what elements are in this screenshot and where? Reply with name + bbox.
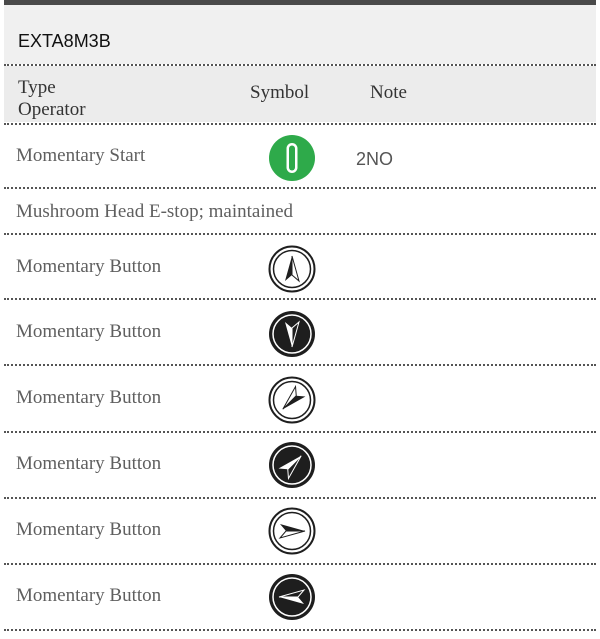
arrow-left-filled-icon [268,573,316,621]
divider [4,123,596,125]
table-header [4,66,596,122]
divider [4,364,596,366]
row-label: Momentary Button [16,453,162,474]
row-label: Momentary Button [16,519,162,540]
header-type: Type [18,77,56,98]
divider [4,233,596,235]
header-operator: Operator [18,99,86,120]
header-symbol: Symbol [250,82,310,103]
row-note: 2NO [356,149,394,169]
title-band [4,5,596,64]
row-label: Momentary Button [16,256,162,277]
divider [4,497,596,499]
arrow-down-left-outline-icon [268,376,316,424]
row-label: Momentary Start [16,145,146,166]
row-label: Mushroom Head E-stop; maintained [16,201,294,222]
row-label: Momentary Button [16,387,162,408]
arrow-down-filled-icon [268,310,316,358]
arrow-up-outline-icon [268,245,316,293]
divider [4,298,596,300]
divider [4,629,596,631]
divider [4,563,596,565]
row-label: Momentary Button [16,585,162,606]
divider [4,431,596,433]
green-start-icon [268,134,316,182]
divider [4,187,596,189]
arrow-right-outline-icon [268,507,316,555]
arrow-up-right-filled-icon [268,441,316,489]
header-note: Note [370,82,407,103]
model-title: EXTA8M3B [18,31,111,51]
row-label: Momentary Button [16,321,162,342]
